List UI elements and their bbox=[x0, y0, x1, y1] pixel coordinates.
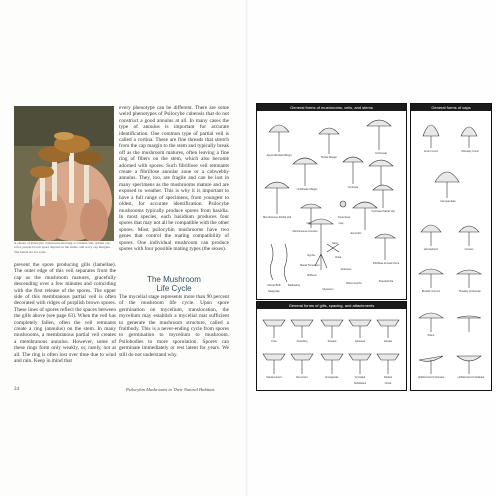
page-number: 24 bbox=[14, 387, 19, 392]
label-crowded: Crowded bbox=[354, 376, 366, 379]
label-marginate: Marginate bbox=[268, 290, 280, 293]
label-glutinous: Glutinous bbox=[340, 268, 352, 271]
label-subdistant: Subdistant bbox=[353, 382, 367, 385]
label-basal-tomentum: Basal Tomentum bbox=[300, 264, 320, 267]
label-pseudorhiza: Pseudorhiza bbox=[378, 280, 394, 283]
label-sinuate: Sinuate bbox=[327, 340, 337, 343]
label-eccentric: Eccentric bbox=[350, 232, 362, 235]
label-obtusely-conic: Obtusely Conic bbox=[461, 150, 479, 153]
label-tomentose: Tomentose bbox=[337, 216, 351, 219]
body-text-left-column: prevent the spore producing gills (lamellae). The outer edge of this veil separates from the cap as the mushroom matures, gracefully descending over a few minutes and coinciding with the first release of the spores. The upper side of this membranous partial veil is often decorated with ridges of purplish brown spores. These lines of spores reflect the spaces between the gills above (see page 63). When the veil has completely fallen, often the veil remnants create a ring (annulus) on the stem. In many mushrooms, a membranous partial veil creates a membranous annulus. However, some of these rings form only weakly, or, rarely, not at all. The ring is often lost over time due to wind and rain. Keep in mind that bbox=[14, 262, 116, 365]
body-text-right-column-bottom: The mycelial stage represents more than 90 percent of the mushroom life cycle. Upon spore germination on mycelium, translocation, the mycelium may establish a mycelial mat sufficient to generate the mushroom structure, called a fruitbody. This is a never-ending cycle from spores to germination to mycelium to mushroom. Psilobodies to more sporulation. Spores can germinate immediately or rest latent for years. We still do not understand why. bbox=[119, 294, 229, 358]
section-heading bbox=[119, 275, 229, 293]
label-gills: Gills bbox=[306, 222, 312, 225]
label-convex: Convex bbox=[464, 248, 474, 251]
label-broadly-umbonate: Broadly Umbonate bbox=[459, 290, 481, 293]
label-bulbous: Bulbous bbox=[307, 274, 317, 277]
mushroom-forms-title: General forms of mushrooms, veils, and stems bbox=[257, 104, 406, 111]
label-striate-margin: Striate Margin bbox=[320, 156, 338, 159]
label-free: Free bbox=[271, 340, 277, 343]
label-appendiculate-margin: Appendiculate Margin bbox=[266, 154, 292, 157]
label-plane: Plane bbox=[427, 334, 435, 337]
label-rhizomorphs: Rhizomorphs bbox=[346, 282, 362, 285]
label-uplifted-umbonate: Uplifted and Umbonate bbox=[417, 376, 445, 379]
label-hypha: Hypha bbox=[307, 254, 315, 257]
gill-forms-panel bbox=[256, 301, 407, 391]
label-close: Close bbox=[384, 382, 392, 385]
label-seceding: Seceding bbox=[296, 340, 308, 343]
label-hemispheric: Hemispheric bbox=[423, 248, 439, 251]
body-text-right-column-top: every phenotype can be different. There are some weird phenotypes of Psilocybe cubensis that do not construct a good annulus at all. In many cases the type of annulus is important for accurate identification. One common type of partial veil is called a cortina. These are fine threads that stretch from the cap margin to the stem and typically break off as the mushroom matures, often leaving a fine ring of fibers on the stem, which also become adorned with spores. Such fibrillose veil remnants create a fibrillose annular zone or a cobwebby annulus. They, too, are fragile and can be lost in many specimens as the mushrooms mature and are exposed to weather. This is why it is important to have a full range of specimens, from youngest to oldest, for accurate identification. Psilocybe mushrooms typically produce spores from basidia. In most species, each basidium produces four spores that may not all be compatible with the other spores. Most psilocybin mushrooms have two genes that control the mating compatibility of spores. One individual mushroom can produce spores with four possible mating types (the sexes). bbox=[119, 105, 229, 252]
label-cap: Cap bbox=[338, 222, 344, 225]
label-decurrent: Decurrent bbox=[296, 376, 308, 379]
cap-forms-panel bbox=[410, 103, 492, 391]
cap-forms-title: General forms of caps bbox=[411, 104, 491, 111]
label-distant: Distant bbox=[383, 376, 393, 379]
label-acorn-conic: Acorn Conic bbox=[423, 150, 439, 153]
running-footer: Psilocybin Mushrooms in Their Natural Habitats bbox=[126, 387, 215, 392]
label-emarginate: Emarginate bbox=[325, 376, 339, 379]
cap-forms-illustrations bbox=[411, 104, 491, 390]
label-membranous-annulus: Membranous Annulus bbox=[292, 230, 318, 233]
label-broadly-convex: Broadly Convex bbox=[421, 290, 441, 293]
section-heading-line-2: Life Cycle bbox=[156, 284, 192, 293]
mushroom-cluster-photo bbox=[14, 106, 114, 241]
gill-forms-title: General forms of gills, spacing, and attachments bbox=[257, 302, 406, 309]
label-adnate: Adnate bbox=[383, 340, 393, 343]
label-adnexed: Adnexed bbox=[354, 340, 366, 343]
section-heading-line-1: The Mushroom bbox=[147, 275, 201, 284]
label-stem: Stem bbox=[331, 242, 339, 245]
label-cortinate: Cortinate bbox=[347, 186, 359, 189]
label-umbonate: Umbonate bbox=[375, 152, 387, 155]
label-cortinate-partial-veil: Cortinate Partial Veil bbox=[371, 210, 395, 213]
label-fibrillose-annular-zone: Fibrillose Annular Zone bbox=[372, 262, 400, 265]
photo-caption: A cluster of Psilocybe cyanescens showing a cortinate veil, golden cap color, purple-brown spore deposit on the stems, and wavy cap margins. The hands are for scale. bbox=[14, 241, 111, 254]
label-abrupt-bulb: Abrupt Bulb bbox=[267, 284, 281, 287]
mushroom-forms-panel bbox=[256, 103, 407, 300]
label-campanulate: Campanulate bbox=[440, 200, 456, 203]
label-radicating: Radicating bbox=[287, 284, 301, 287]
label-uplifted-umbilicate: Uplifted and Umbilicate bbox=[457, 376, 485, 379]
label-mycelium: Mycelium bbox=[322, 288, 334, 291]
label-umbilicate-margin: Umbilicate Margin bbox=[296, 188, 318, 191]
label-subdecurrent: Subdecurrent bbox=[266, 376, 282, 379]
label-volva: Volva bbox=[334, 256, 342, 259]
label-membranous-partial-veil: Membranous Partial Veil bbox=[262, 216, 292, 219]
